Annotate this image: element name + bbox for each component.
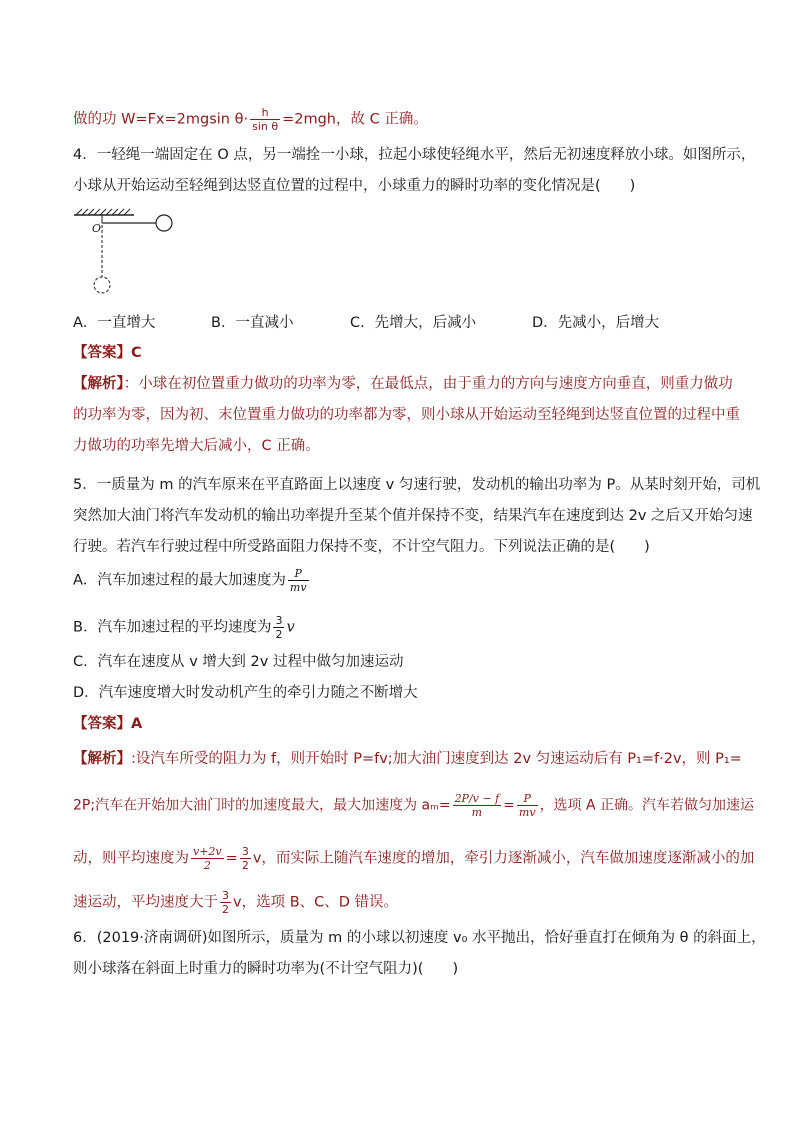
fraction-denominator: sin θ: [252, 120, 279, 133]
q5-analysis-line1: [73, 749, 742, 769]
pendulum-diagram: [68, 205, 188, 300]
equals-sign: =: [503, 797, 515, 814]
analysis-tag: 【解析】: [73, 376, 124, 392]
q4-analysis-line3: 力做功的功率先增大后减小，C 正确。: [73, 438, 320, 454]
q5-stem-line3: 行驶。若汽车行驶过程中所受路面阻力保持不变，不计空气阻力。下列说法正确的是( ): [73, 539, 650, 555]
fraction-denominator: mv: [289, 581, 307, 594]
q4-stem-line1: 4．一轻绳一端固定在 O 点，另一端拴一小球，拉起小球使轻绳水平，然后无初速度释放小球。如图所示，: [73, 147, 756, 163]
fraction-denominator: mv: [518, 806, 536, 819]
max-accel-fraction: [453, 792, 502, 819]
avg-speed-compare-fraction: [220, 889, 231, 916]
fraction-numerator: 2P/v − f: [454, 792, 500, 805]
analysis-text: 2P;汽车在开始加大油门时的加速度最大，最大加速度为 aₘ=: [73, 797, 451, 814]
q5-analysis-line3: [73, 845, 754, 872]
fraction-numerator: 3: [241, 845, 249, 858]
option-b-fraction: [273, 614, 284, 641]
option-b-suffix: v: [286, 619, 295, 636]
q5-stem-line1: 5．一质量为 m 的汽车原来在平直路面上以速度 v 匀速行驶，发动机的输出功率为 P。从某时刻开始，司机: [73, 477, 761, 493]
analysis-text: v，而实际上随汽车速度的增加，牵引力逐渐减小，汽车做加速度逐渐减小的加: [252, 850, 755, 867]
fraction-numerator: h: [250, 106, 280, 120]
equals-sign: =: [225, 850, 238, 867]
fraction-numerator: 3: [222, 889, 229, 902]
q4-analysis-line2: 的功率为零，因为初、末位置重力做功的功率都为零，则小球从开始运动至轻绳到达竖直位置的过程中重: [73, 407, 740, 423]
analysis-text: v，选项 B、C、D 错误。: [233, 894, 399, 911]
ball-final: [94, 277, 110, 293]
analysis-text: ，选项 A 正确。汽车若做匀加速运: [539, 797, 755, 814]
q4-option-b: B．一直减小: [211, 315, 294, 331]
prev-solution-fraction: [250, 106, 280, 133]
analysis-text: ：小球在初位置重力做功的功率为零，在最低点，由于重力的方向与速度方向垂直，则重力做功: [123, 376, 733, 392]
option-a-text: A．汽车加速过程的最大加速度为: [73, 572, 286, 589]
analysis-text: 速运动，平均速度大于: [73, 894, 218, 911]
option-a-fraction: [288, 567, 309, 594]
prev-solution-line: [73, 106, 428, 133]
fraction-numerator: P: [517, 792, 538, 806]
q4-answer: 【答案】C: [73, 345, 142, 361]
analysis-tag: 【解析】: [73, 751, 131, 767]
q4-option-c: C．先增大，后减小: [350, 315, 477, 331]
q5-analysis-line4: [73, 889, 398, 916]
q5-option-b: [73, 614, 295, 641]
prev-solution-prefix: 做的功 W=Fx=2mgsin θ·: [73, 111, 249, 128]
avg-speed-fraction: [191, 845, 224, 872]
q5-answer: 【答案】A: [73, 716, 143, 732]
q4-analysis-line1: [73, 374, 733, 394]
q5-option-a: [73, 567, 311, 594]
analysis-text: 动，则平均速度为: [73, 850, 189, 867]
option-b-text: B．汽车加速过程的平均速度为: [73, 619, 272, 636]
point-o-label: O: [92, 222, 102, 235]
ceiling-hatch: [74, 209, 134, 215]
max-accel-result-fraction: [517, 792, 538, 819]
q4-option-d: D．先减小，后增大: [532, 315, 660, 331]
ball-initial: [156, 215, 172, 231]
q6-stem-line1: 6．(2019·济南调研)如图所示，质量为 m 的小球以初速度 v₀ 水平抛出，恰好垂直打在倾角为 θ 的斜面上，: [73, 930, 766, 946]
avg-speed-result-fraction: [240, 845, 251, 872]
q5-option-d: D．汽车速度增大时发动机产生的牵引力随之不断增大: [73, 685, 418, 701]
fraction-denominator: 2: [203, 859, 211, 872]
fraction-numerator: P: [288, 567, 309, 581]
q4-stem-line2: 小球从开始运动至轻绳到达竖直位置的过程中，小球重力的瞬时功率的变化情况是( ): [73, 178, 636, 194]
q5-stem-line2: 突然加大油门将汽车发动机的输出功率提升至某个值并保持不变，结果汽车在速度到达 2v 之后又开始匀速: [73, 508, 753, 524]
fraction-denominator: 2: [222, 903, 229, 916]
analysis-text: :设汽车所受的阻力为 f，则开始时 P=fv;加大油门速度到达 2v 匀速运动后有 P₁=f·2v，则 P₁=: [131, 751, 742, 767]
fraction-denominator: m: [471, 806, 483, 819]
prev-solution-suffix: =2mgh，故 C 正确。: [282, 111, 428, 128]
q5-option-c: C．汽车在速度从 v 增大到 2v 过程中做匀加速运动: [73, 654, 404, 670]
fraction-numerator: 3: [275, 614, 283, 627]
q6-stem-line2: 则小球落在斜面上时重力的瞬时功率为(不计空气阻力)( ): [73, 961, 459, 977]
fraction-denominator: 2: [275, 628, 283, 641]
fraction-denominator: 2: [241, 859, 249, 872]
q4-option-a: A．一直增大: [73, 315, 156, 331]
q5-analysis-line2: [73, 792, 754, 819]
fraction-numerator: v+2v: [193, 845, 222, 858]
